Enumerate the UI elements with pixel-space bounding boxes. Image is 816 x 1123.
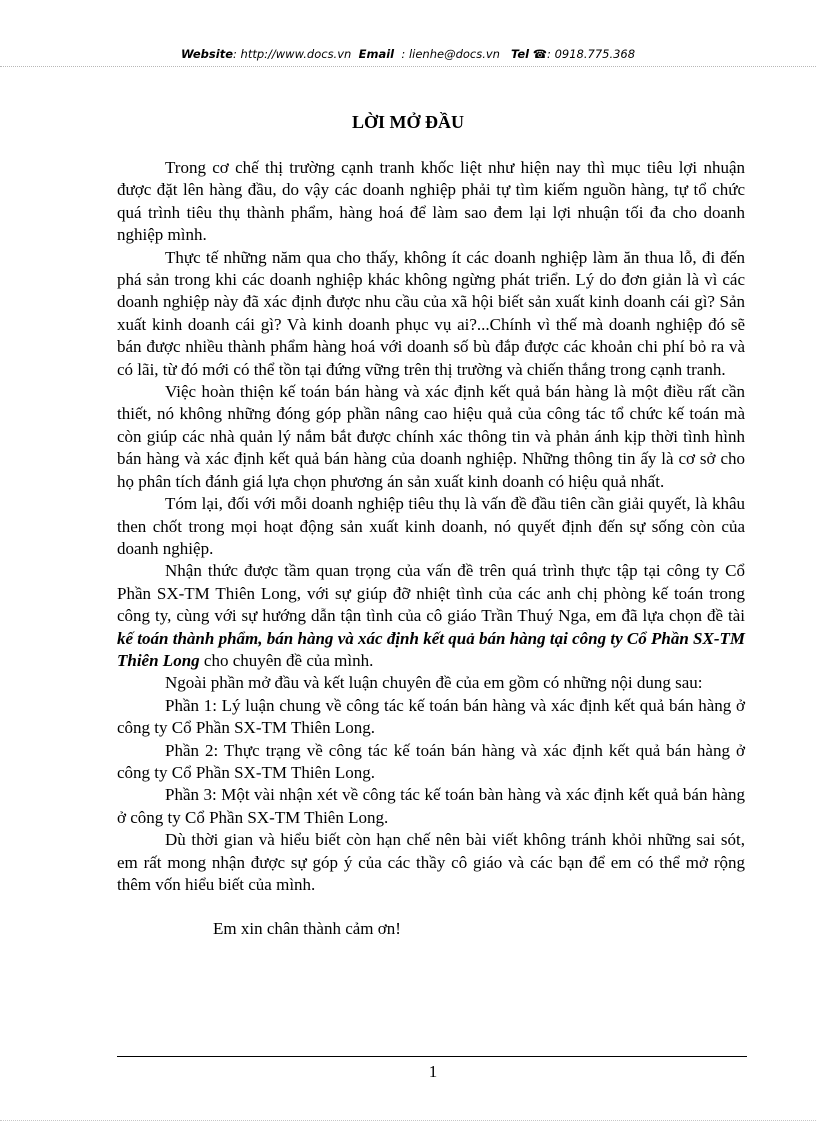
paragraph-3: Việc hoàn thiện kế toán bán hàng và xác định kết quả bán hàng là một điều rất cần thiết, nó không những đóng góp phần nâng cao hiệu quả của công tác tổ chức kế toán mà còn giúp các nhà quản lý nắm bắt được chính xác thông tin và phản ánh kịp thời tình hình bán hàng và xác định kết quả bán hàng của doanh nghiệp. Những thông tin ấy là cơ sở cho họ phân tích đánh giá lựa chọn phương án sản xuất kinh doanh có hiệu quả nhất. [117, 382, 745, 491]
paragraph-part-1: Phần 1: Lý luận chung về công tác kế toán bán hàng và xác định kết quả bán hàng ở công ty Cổ Phần SX-TM Thiên Long. [117, 695, 745, 738]
thesis-topic: kế toán thành phẩm, bán hàng và xác định kết quả bán hàng tại công ty Cổ Phần SX-TM Thiên Long [117, 628, 745, 670]
page-number: 1 [428, 1062, 438, 1081]
footer-divider [117, 1056, 747, 1057]
email-label: Email [358, 47, 395, 61]
document-body [117, 157, 745, 941]
paragraph-5 [117, 560, 745, 672]
website-link[interactable]: : http://www.docs.vn [233, 47, 352, 61]
paragraph-4: Tóm lại, đối với mỗi doanh nghiệp tiêu thụ là vấn đề đầu tiên cần giải quyết, là khâu then chốt trong mọi hoạt động sản xuất kinh doanh, nó quyết định đến sự sống còn của doanh nghiệp. [117, 494, 745, 558]
page-header [0, 46, 816, 62]
header-divider [0, 66, 816, 67]
tel-number: : 0918.775.368 [547, 47, 636, 61]
page-bottom-divider [0, 1120, 816, 1121]
paragraph-part-3: Phần 3: Một vài nhận xét về công tác kế toán bàn hàng và xác định kết quả bán hàng ở công ty Cổ Phần SX-TM Thiên Long. [117, 785, 745, 827]
phone-icon: ☎ [532, 47, 548, 61]
website-label: Website [180, 47, 234, 61]
paragraph-10: Dù thời gian và hiểu biết còn hạn chế nên bài viết không tránh khỏi những sai sót, em rất mong nhận được sự góp ý của các thầy cô giáo và các bạn để em có thể mở rộng thêm vốn hiểu biết của mình. [117, 830, 745, 894]
paragraph-5-intro: Nhận thức được tầm quan trọng của vấn đề trên quá trình thực tập tại công ty Cổ Phần SX-TM Thiên Long, với sự giúp đỡ nhiệt tình của các anh chị phòng kế toán trong công ty, cùng với sự hướng dẫn tận tình của cô giáo Trần Thuý Nga, em đã lựa chọn đề tài [117, 561, 745, 626]
closing-line: Em xin chân thành cảm ơn! [213, 919, 401, 939]
paragraph-5-end: cho chuyên đề của mình. [199, 650, 374, 670]
page-title: LỜI MỞ ĐẦU [352, 112, 464, 132]
tel-label: Tel [510, 47, 530, 61]
paragraph-6: Ngoài phần mở đầu và kết luận chuyên đề của em gồm có những nội dung sau: [165, 673, 703, 693]
email-link[interactable]: : lienhe@docs.vn [401, 47, 500, 61]
paragraph-1: Trong cơ chế thị trường cạnh tranh khốc liệt như hiện nay thì mục tiêu lợi nhuận được đặt lên hàng đầu, do vậy các doanh nghiệp phải tự tìm kiếm nguồn hàng, tự tổ chức quá trình tiêu thụ thành phẩm, hàng hoá để làm sao đem lại lợi nhuận tối đa cho doanh nghiệp mình. [117, 158, 745, 245]
paragraph-2: Thực tế những năm qua cho thấy, không ít các doanh nghiệp làm ăn thua lỗ, đi đến phá sản trong khi các doanh nghiệp khác không ngừng phát triển. Lý do đơn giản là vì các doanh nghiệp này đã xác định được nhu cầu của xã hội biết sản xuất kinh doanh cái gì? Sản xuất kinh doanh cái gì? Và kinh doanh phục vụ ai?...Chính vì thế mà doanh nghiệp đó sẽ bán được nhiều thành phẩm hàng hoá với doanh số bù đắp được các khoản chi phí bỏ ra và có lãi, từ đó mới có thể tồn tại đứng vững trên thị trường và chiến thắng trong cạnh tranh. [117, 247, 745, 379]
paragraph-part-2: Phần 2: Thực trạng về công tác kế toán bán hàng và xác định kết quả bán hàng ở công ty Cổ Phần SX-TM Thiên Long. [117, 740, 745, 782]
